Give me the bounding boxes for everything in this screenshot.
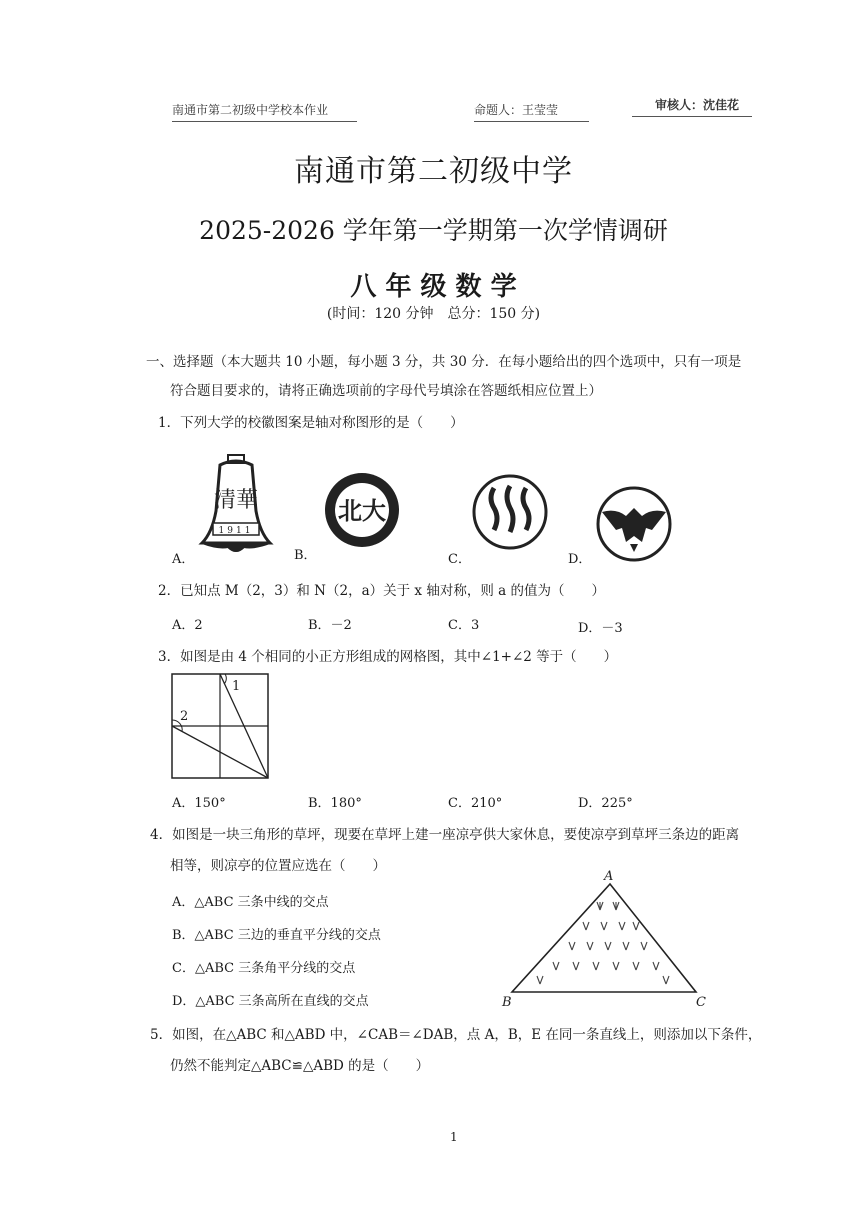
q3-option-b: B．180°: [308, 796, 362, 811]
q2-option-a: A．2: [172, 618, 203, 633]
section1-instruction-line1: 一、选择题（本大题共 10 小题，每小题 3 分，共 30 分．在每小题给出的四个选项中，只有一项是: [146, 354, 742, 370]
q4-option-d: D．△ABC 三条高所在直线的交点: [172, 994, 369, 1009]
q2-stem: 2．已知点 M（2，3）和 N（2，a）关于 x 轴对称，则 a 的值为（ ）: [158, 583, 605, 599]
subject-title: 八 年 级 数 学: [350, 272, 517, 302]
q1-logo-b-seal: [323, 471, 401, 549]
header-left: 南通市第二初级中学校本作业: [172, 103, 329, 117]
q1-logo-a-text: 清華: [213, 488, 259, 513]
q4-vertex-a: A: [604, 869, 614, 884]
header-right: 审核人：沈佳花: [655, 98, 740, 112]
q1-logo-a-bell: [198, 451, 274, 556]
q2-option-c: C．3: [448, 618, 480, 633]
q3-angle-1-label: 1: [232, 679, 241, 694]
q1-option-b: B．: [294, 548, 317, 563]
header-left-underline: [172, 121, 357, 122]
exam-title: 2025-2026 学年第一学期第一次学情调研: [199, 216, 668, 245]
q1-option-c: C．: [448, 552, 471, 567]
q4-vertex-b: B: [502, 995, 512, 1010]
q2-option-b: B．－2: [308, 618, 352, 633]
q3-option-d: D．225°: [578, 796, 633, 811]
q3-grid-figure: [170, 670, 272, 782]
q2-option-d: D．－3: [578, 621, 623, 636]
q4-triangle-figure: [496, 864, 716, 1010]
q3-angle-2-label: 2: [180, 709, 189, 724]
page-number: 1: [450, 1130, 458, 1144]
section1-instruction-line2: 符合题目要求的，请将正确选项前的字母代号填涂在答题纸相应位置上）: [170, 383, 602, 399]
exam-info: (时间：120 分钟 总分：150 分): [326, 306, 541, 322]
q4-stem-line1: 4．如图是一块三角形的草坪，现要在草坪上建一座凉亭供大家休息，要使凉亭到草坪三条边的距离: [150, 827, 740, 843]
q4-option-c: C．△ABC 三条角平分线的交点: [172, 961, 356, 976]
q1-option-d: D．: [568, 552, 592, 567]
q4-vertex-c: C: [696, 995, 706, 1010]
header-right-underline: [632, 116, 752, 117]
q1-logo-b-text: 北大: [338, 496, 386, 525]
q1-logo-a-year: 1911: [218, 526, 254, 536]
q3-option-a: A．150°: [172, 796, 226, 811]
q1-option-a: A．: [172, 552, 195, 567]
q3-stem: 3．如图是由 4 个相同的小正方形组成的网格图，其中∠1+∠2 等于（ ）: [158, 649, 618, 665]
q1-logo-c-seal: [472, 474, 548, 550]
q4-stem-line2: 相等，则凉亭的位置应选在（ ）: [170, 858, 386, 874]
q5-stem-line1: 5．如图，在△ABC 和△ABD 中，∠CAB＝∠DAB，点 A，B，E 在同一条直线上，则添加以下条件，: [150, 1027, 762, 1043]
header-middle: 命题人：王莹莹: [474, 103, 559, 117]
q5-stem-line2: 仍然不能判定△ABC≌△ABD 的是（ ）: [170, 1058, 430, 1074]
header-middle-underline: [474, 121, 589, 122]
q1-logo-d-seal: [596, 486, 672, 562]
q1-logo-c-text: 人民: [510, 544, 512, 545]
q4-option-b: B．△ABC 三边的垂直平分线的交点: [172, 928, 381, 943]
q4-option-a: A．△ABC 三条中线的交点: [172, 895, 329, 910]
q3-option-c: C．210°: [448, 796, 503, 811]
q1-stem: 1．下列大学的校徽图案是轴对称图形的是（ ）: [158, 415, 464, 431]
school-title: 南通市第二初级中学: [294, 154, 573, 189]
